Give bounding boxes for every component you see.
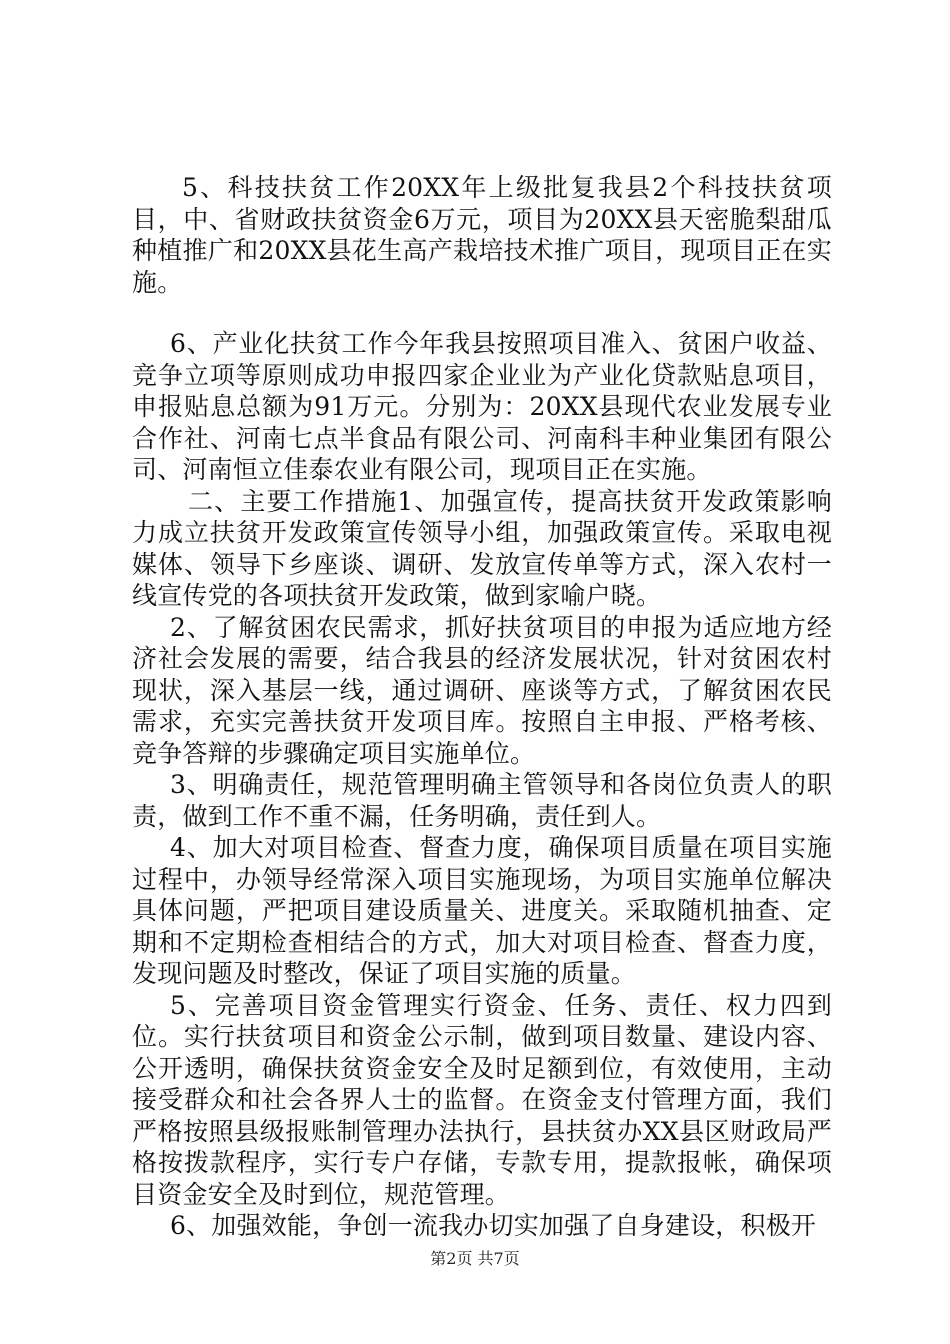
paragraph-industrial-poverty-relief: 6、产业化扶贫工作今年我县按照项目准入、贫困户收益、竞争立项等原则成功申报四家企业业为产业化贷款贴息项目，申报贴息总额为91万元。分别为：20XX县现代农业发展专业合作社、河南七点半食品有限公司、河南科丰种业集团有限公司、河南恒立佳泰农业有限公司，现项目正在实施。 bbox=[132, 329, 832, 484]
document-body bbox=[132, 172, 832, 1242]
paragraph-main-measures-publicity: 二、主要工作措施1、加强宣传，提高扶贫开发政策影响力成立扶贫开发政策宣传领导小组，加强政策宣传。采取电视媒体、领导下乡座谈、调研、发放宣传单等方式，深入农村一线宣传党的各项扶贫开发政策，做到家喻户晓。 bbox=[132, 486, 832, 610]
paragraph-project-inspection: 4、加大对项目检查、督查力度，确保项目质量在项目实施过程中，办领导经常深入项目实施现场，为项目实施单位解决具体问题，严把项目建设质量关、进度关。采取随机抽查、定期和不定期检查相结合的方式，加大对项目检查、督查力度，发现问题及时整改，保证了项目实施的质量。 bbox=[132, 833, 832, 988]
paragraph-gap bbox=[132, 298, 832, 328]
paragraph-efficiency: 6、加强效能，争创一流我办切实加强了自身建设，积极开 bbox=[170, 1211, 817, 1240]
paragraph-fund-management: 5、完善项目资金管理实行资金、任务、责任、权力四到位。实行扶贫项目和资金公示制，做到项目数量、建设内容、公开透明，确保扶贫资金安全及时足额到位，有效使用，主动接受群众和社会各界人士的监督。在资金支付管理方面，我们严格按照县级报账制管理办法执行，县扶贫办XX县区财政局严格按拨款程序，实行专户存储，专款专用，提款报帐，确保项目资金安全及时到位，规范管理。 bbox=[132, 990, 832, 1209]
paragraph-farmer-needs: 2、了解贫困农民需求，抓好扶贫项目的申报为适应地方经济社会发展的需要，结合我县的经济发展状况，针对贫困农村现状，深入基层一线，通过调研、座谈等方式，了解贫困农民需求，充实完善扶贫开发项目库。按照自主申报、严格考核、竞争答辩的步骤确定项目实施单位。 bbox=[132, 612, 832, 768]
paragraph-clarify-responsibility: 3、明确责任，规范管理明确主管领导和各岗位负责人的职责，做到工作不重不漏，任务明确，责任到人。 bbox=[132, 770, 832, 831]
paragraph-tech-poverty-relief: 5、科技扶贫工作20XX年上级批复我县2个科技扶贫项目，中、省财政扶贫资金6万元，项目为20XX县天密脆梨甜瓜种植推广和20XX县花生高产栽培技术推广项目，现项目正在实施。 bbox=[132, 173, 832, 297]
page-number-footer: 第2页 共7页 bbox=[430, 1249, 520, 1268]
